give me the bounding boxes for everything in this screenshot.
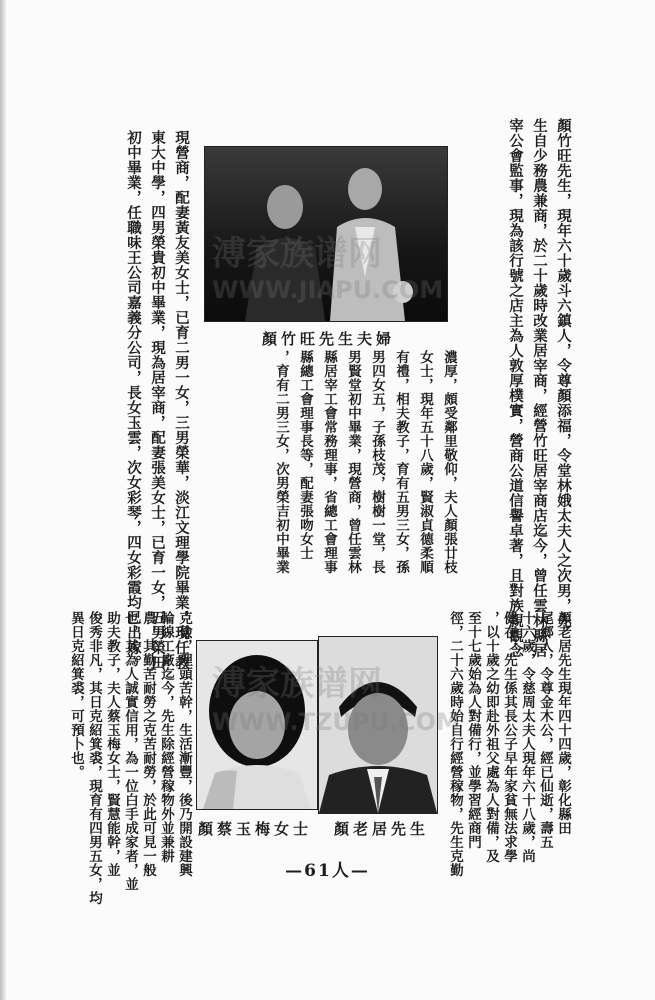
top-right-column-1: 顏竹旺先生，現年六十歲斗六鎮人，令尊顏添福，令堂林娥太夫人之次男，先 [555,118,572,628]
bottom-right-column-4: 健在，先生係其長公子早年家貧無法求學 [501,611,517,863]
watermark-bottom-en: WWW.TZUPU.COM [212,708,460,736]
couple-photo-caption: 顏竹旺先生夫婦 [262,330,396,348]
top-lower-column-3: 有禮，相夫教子，育有五男三女，孫 [393,350,409,574]
watermark-top-cn: 溥家族谱网 [212,234,382,274]
bottom-right-column-7: 徑，二十六歲時始自行經營稼物，先生克勤 [447,611,463,877]
portrait-woman-caption: 顏蔡玉梅女士 [198,820,313,838]
bottom-left-column-7: 異日克紹箕裘，可預卜也。 [68,611,84,779]
top-left-column-2: 東大中學，四男榮貴初中畢業，現為居宰商，配妻張美女士，已育一女，五男榮田 [149,130,166,670]
top-left-column-3: 初中畢業，任職味王公司嘉義分公司，長女玉雲，次女彩琴，四女彩霞均已出嫁。 [125,130,142,670]
page-edge-shadow [0,0,6,1000]
top-lower-column-6: 縣居宰工會常務理事，省總工會理事 [321,350,337,574]
top-right-column-2: 生自少務農兼商，於二十歲時改業居宰商，經營竹旺居宰商店迄今，曾任雲林縣居 [531,118,548,658]
top-lower-column-8: ，育有二男三女，次男榮吉初中畢業 [273,350,289,574]
bottom-right-column-1: 顏老居先生現年四十四歲，彰化縣田 [555,611,571,835]
page-number: —61人— [285,861,370,881]
top-right-column-3: 宰公會監事，現為該行號之店主為人敦厚樸實，營商公道信譽卓著，且對族親觀念 [507,118,524,658]
portrait-man-caption: 顏老居先生 [334,820,430,838]
top-lower-column-4: 男四女五，子孫枝茂，樹樹一堂，長 [369,350,385,574]
bottom-left-column-2: 輪線工廠迄今，先生除經營稼物外並兼耕 [158,611,174,863]
top-left-column-1: 現營商，配妻黃友美女士，已育二男一女，三男榮華，淡江文理學院畢業，現任教 [173,130,190,670]
bottom-right-column-3: 十六歲，令慈周太夫人現年六十八歲，尚 [519,611,535,863]
bottom-right-column-6: 至十七歲始為人對備行，並學習經商門 [465,611,481,849]
top-lower-column-1: 濃厚，頗受鄰里敬仰，夫人顏張廿枝 [441,350,457,574]
top-lower-column-5: 男賢堂初中畢業，現營商，曾任雲林 [345,350,361,574]
bottom-left-column-3: 農，其勤苦耐勞之克苦耐勞，於此可見一般 [140,611,156,877]
watermark-bottom-cn: 溥家族谱网 [212,664,382,704]
bottom-left-column-5: 助夫教子，夫人蔡玉梅女士，賢慧能幹，並 [104,611,120,877]
bottom-right-column-2: 尾鄉人，令尊金木公，經已仙逝，壽五 [537,611,553,849]
bottom-left-column-4: 也，其為人誠實信用，為一位白手成家者，並 [122,611,138,891]
bottom-right-column-5: ，以十歲之幼即赴外祖父處為人對備，及 [483,611,499,863]
top-lower-column-2: 女士，現年五十八歲，賢淑貞德柔順 [417,350,433,574]
bottom-left-column-1: 克儉，理頭苦幹，生活漸豐，後乃開設建興 [176,611,192,877]
watermark-top-en: WWW.JIAPU.COM [212,276,444,304]
top-lower-column-7: 縣總工會理事長等，配妻張吻女士 [297,350,313,560]
bottom-left-column-6: 俊秀非凡，其日克紹箕裘，現育有四男五女，均 [86,611,102,905]
